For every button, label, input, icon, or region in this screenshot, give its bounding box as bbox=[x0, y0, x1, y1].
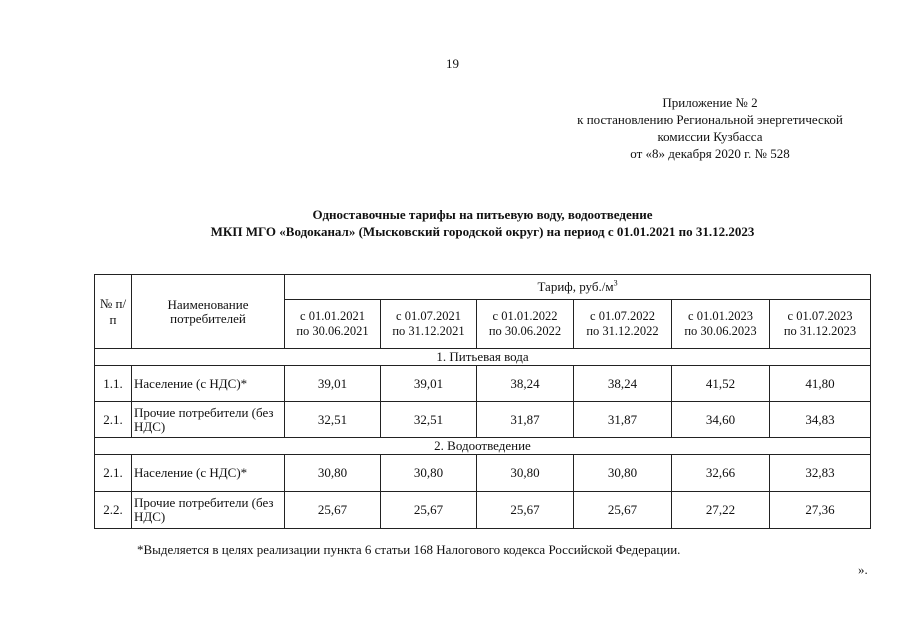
closing-quote-mark: ». bbox=[858, 562, 868, 577]
period-from: с 01.01.2021 bbox=[300, 309, 365, 323]
period-cell bbox=[285, 300, 381, 349]
period-to: по 31.12.2021 bbox=[392, 324, 465, 338]
appendix-line: комиссии Кузбасса bbox=[657, 129, 763, 144]
period-from: с 01.07.2022 bbox=[590, 309, 655, 323]
header-tariff bbox=[285, 275, 871, 300]
section-title: 1. Питьевая вода bbox=[95, 349, 871, 366]
tariff-value: 32,83 bbox=[770, 455, 871, 492]
section-row bbox=[95, 438, 871, 455]
tariff-value: 39,01 bbox=[381, 366, 477, 402]
appendix-reference bbox=[540, 94, 880, 162]
row-num: 2.2. bbox=[95, 492, 132, 529]
period-to: по 31.12.2022 bbox=[586, 324, 659, 338]
tariff-value: 25,67 bbox=[381, 492, 477, 529]
period-cell bbox=[672, 300, 770, 349]
row-num: 2.1. bbox=[95, 402, 132, 438]
tariff-value: 41,52 bbox=[672, 366, 770, 402]
tariff-value: 25,67 bbox=[477, 492, 574, 529]
period-to: по 31.12.2023 bbox=[783, 324, 857, 338]
table-row bbox=[95, 366, 871, 402]
tariff-table bbox=[94, 274, 871, 529]
header-name: Наименование потребителей bbox=[132, 275, 285, 349]
row-name: Прочие потребители (без НДС) bbox=[132, 402, 285, 438]
row-num: 1.1. bbox=[95, 366, 132, 402]
appendix-line: к постановлению Региональной энергетической bbox=[577, 112, 843, 127]
tariff-value: 30,80 bbox=[381, 455, 477, 492]
tariff-value: 31,87 bbox=[477, 402, 574, 438]
tariff-value: 27,22 bbox=[672, 492, 770, 529]
tariff-value: 30,80 bbox=[285, 455, 381, 492]
appendix-line: от «8» декабря 2020 г. № 528 bbox=[630, 146, 790, 161]
period-from: с 01.07.2021 bbox=[396, 309, 461, 323]
section-row bbox=[95, 349, 871, 366]
row-num: 2.1. bbox=[95, 455, 132, 492]
tariff-value: 32,51 bbox=[285, 402, 381, 438]
table-row bbox=[95, 455, 871, 492]
title-line: Одноставочные тарифы на питьевую воду, водоотведение bbox=[312, 207, 653, 222]
header-row bbox=[95, 275, 871, 300]
appendix-line: Приложение № 2 bbox=[662, 95, 758, 110]
tariff-value: 27,36 bbox=[770, 492, 871, 529]
tariff-value: 32,51 bbox=[381, 402, 477, 438]
footnote: *Выделяется в целях реализации пункта 6 статьи 168 Налогового кодекса Российской Федерации. bbox=[137, 542, 681, 557]
tariff-value: 30,80 bbox=[574, 455, 672, 492]
row-name: Население (с НДС)* bbox=[132, 366, 285, 402]
period-from: с 01.01.2023 bbox=[688, 309, 753, 323]
period-cell bbox=[381, 300, 477, 349]
period-cell bbox=[574, 300, 672, 349]
period-cell bbox=[770, 300, 871, 349]
tariff-value: 34,60 bbox=[672, 402, 770, 438]
table-row bbox=[95, 402, 871, 438]
tariff-value: 38,24 bbox=[477, 366, 574, 402]
tariff-value: 39,01 bbox=[285, 366, 381, 402]
document-title bbox=[0, 206, 905, 240]
row-name: Население (с НДС)* bbox=[132, 455, 285, 492]
header-tariff-sup: 3 bbox=[613, 278, 618, 288]
table-row bbox=[95, 492, 871, 529]
period-to: по 30.06.2022 bbox=[488, 324, 562, 338]
period-cell bbox=[477, 300, 574, 349]
page-number: 19 bbox=[446, 56, 459, 71]
header-tariff-label: Тариф, руб./м bbox=[537, 279, 614, 294]
tariff-value: 25,67 bbox=[285, 492, 381, 529]
tariff-value: 30,80 bbox=[477, 455, 574, 492]
row-name: Прочие потребители (без НДС) bbox=[132, 492, 285, 529]
tariff-value: 41,80 bbox=[770, 366, 871, 402]
tariff-value: 31,87 bbox=[574, 402, 672, 438]
period-from: с 01.01.2022 bbox=[492, 309, 558, 323]
period-to: по 30.06.2023 bbox=[684, 324, 757, 338]
period-to: по 30.06.2021 bbox=[296, 324, 369, 338]
tariff-value: 38,24 bbox=[574, 366, 672, 402]
tariff-value: 32,66 bbox=[672, 455, 770, 492]
tariff-value: 34,83 bbox=[770, 402, 871, 438]
period-from: с 01.07.2023 bbox=[787, 309, 853, 323]
header-num: № п/п bbox=[95, 275, 132, 349]
tariff-value: 25,67 bbox=[574, 492, 672, 529]
section-title: 2. Водоотведение bbox=[95, 438, 871, 455]
title-line: МКП МГО «Водоканал» (Мысковский городской округ) на период с 01.01.2021 по 31.12.2023 bbox=[210, 224, 755, 239]
